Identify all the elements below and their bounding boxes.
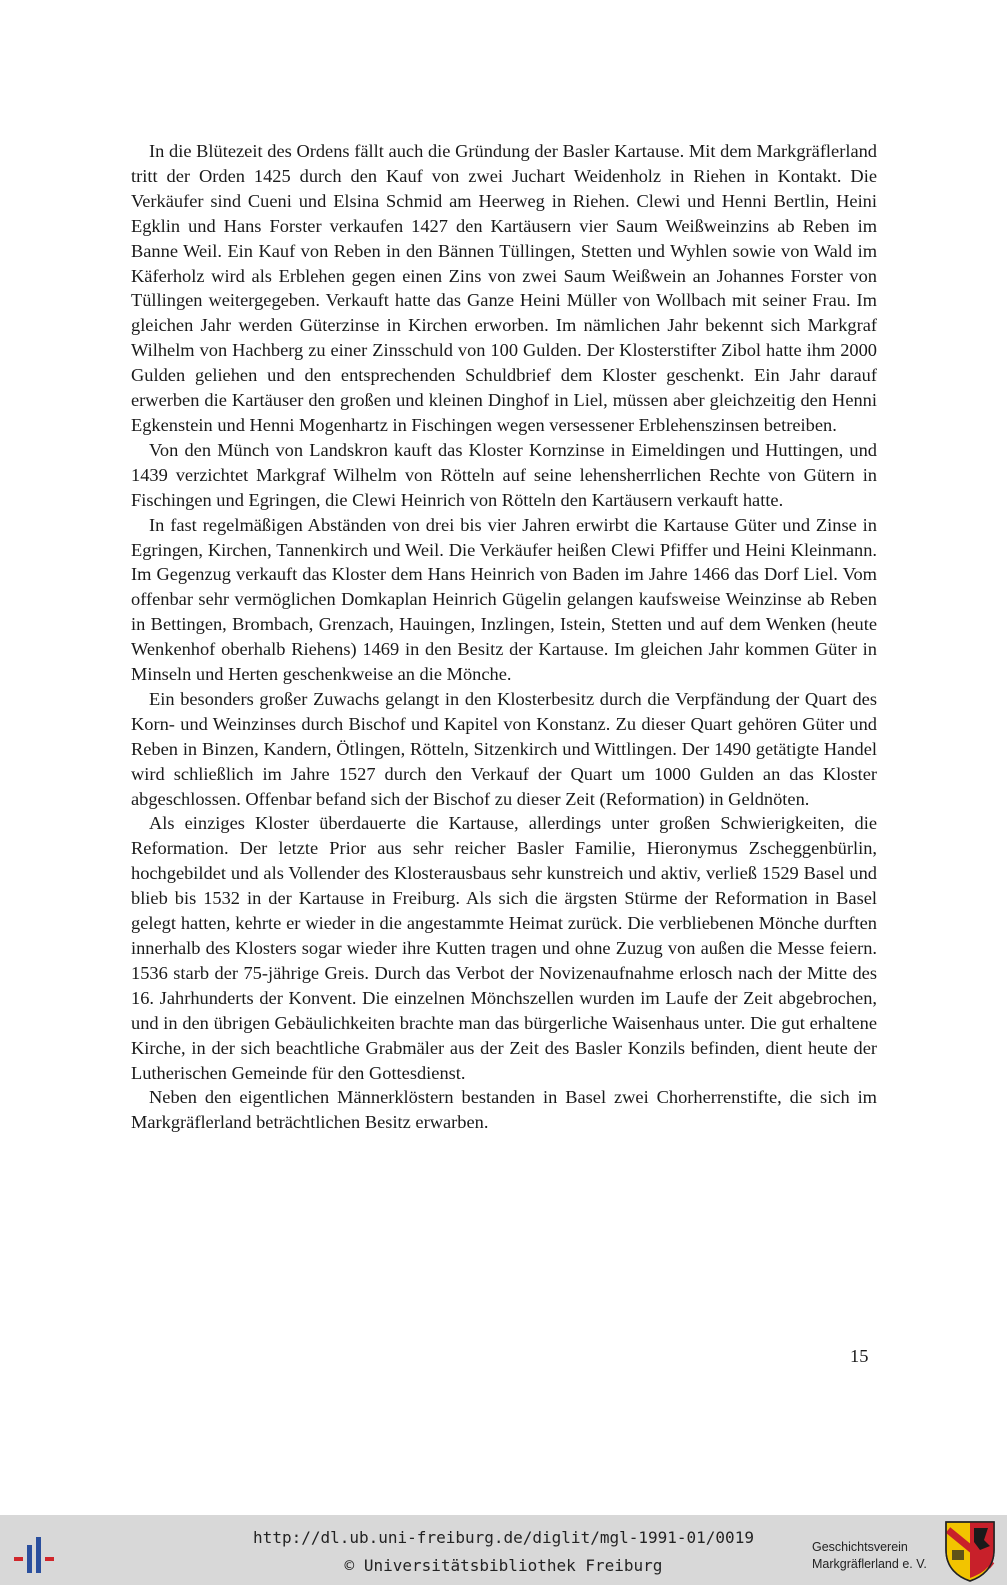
paragraph-2: Von den Münch von Landskron kauft das Kloster Kornzinse in Eimeldingen und Huttingen, und 1439 verzichtet Markgraf Wilhelm von Rötteln auf seine lehensherrlichen Rechte von Gütern in Fischingen und Egringen, die Clewi Heinrich von Rötteln den Kartäusern verkauft hatte. — [131, 439, 877, 510]
footer-bar — [0, 1515, 1007, 1585]
society-name-line1: Geschichtsverein — [812, 1540, 908, 1554]
footer-copyright: © Universitätsbibliothek Freiburg — [344, 1556, 663, 1575]
footer-url-link[interactable]: http://dl.ub.uni-freiburg.de/diglit/mgl-1991-01/0019 — [253, 1528, 754, 1547]
society-name-line2: Markgräflerland e. V. — [812, 1557, 927, 1571]
coat-of-arms-icon — [944, 1520, 996, 1582]
society-name — [812, 1539, 927, 1573]
paragraph-1: In die Blütezeit des Ordens fällt auch die Gründung der Basler Kartause. Mit dem Markgräflerland tritt der Orden 1425 durch den Kauf von zwei Juchart Weidenholz in Riehen in Kontakt. Die Verkäufer sind Cueni und Elsina Schmid am Heerweg in Riehen. Clewi und Henni Bertlin, Heini Egklin und Hans Forster verkaufen 1427 den Kartäusern vier Saum Weißweinzins ab Reben im Banne Weil. Ein Kauf von Reben in den Bännen Tüllingen, Stetten und Wyhlen sowie von Wald im Käferholz wird als Erblehen gegen einen Zins von zwei Saum Weißwein an Johannes Forster von Tüllingen weitergegeben. Verkauft hatte das Ganze Heini Müller von Wollbach mit seiner Frau. Im gleichen Jahr werden Güterzinse in Kirchen erworben. Im nämlichen Jahr bekennt sich Markgraf Wilhelm von Hachberg zu einer Zinsschuld von 100 Gulden. Der Klosterstifter Zibol hatte ihm 2000 Gulden geliehen und den entsprechenden Schuldbrief dem Kloster geschenkt. Ein Jahr darauf erwerben die Kartäuser den großen und kleinen Dinghof in Liel, müssen aber gleichzeitig den Henni Egkenstein und Henni Mogenhartz in Fischingen wegen versessener Erblehenszinsen betreiben. — [131, 141, 877, 435]
paragraph-4: Ein besonders großer Zuwachs gelangt in den Klosterbesitz durch die Verpfändung der Quart des Korn- und Weinzinses durch Bischof und Kapitel von Konstanz. Zu dieser Quart gehören Güter und Reben in Binzen, Kandern, Ötlingen, Rötteln, Sitzenkirch und Wittlingen. Der 1490 getätigte Handel wird schließlich im Jahre 1527 durch den Verkauf der Quart um 1000 Gulden an das Kloster abgeschlossen. Offenbar befand sich der Bischof zu dieser Zeit (Reformation) in Geldnöten. — [131, 688, 877, 809]
paragraph-3: In fast regelmäßigen Abständen von drei bis vier Jahren erwirbt die Kartause Güter und Zinse in Egringen, Kirchen, Tannenkirch und Weil. Die Verkäufer heißen Clewi Pfiffer und Heini Kleinmann. Im Gegenzug verkauft das Kloster dem Hans Heinrich von Baden im Jahre 1466 das Dorf Liel. Vom offenbar sehr vermöglichen Domkaplan Heinrich Gügelin gelangen kaufsweise Weinzinse ab Reben in Bettingen, Brombach, Grenzach, Hauingen, Inzlingen, Istein, Stetten und auf dem Wenken (heute Wenkenhof oberhalb Riehens) 1469 in den Besitz der Kartause. Im gleichen Jahr kommen Güter in Minseln und Herten geschenkweise an die Mönche. — [131, 514, 877, 685]
paragraph-6: Neben den eigentlichen Männerklöstern bestanden in Basel zwei Chorherrenstifte, die sich im Markgräflerland beträchtlichen Besitz erwarben. — [131, 1087, 877, 1133]
page-body — [131, 139, 877, 1135]
page-number: 15 — [850, 1346, 869, 1366]
paragraph-5: Als einziges Kloster überdauerte die Kartause, allerdings unter großen Schwierigkeiten, die Reformation. Der letzte Prior aus sehr reicher Basler Familie, Hieronymus Zscheggenbürlin, hochgebildet und als Vollender des Klosterausbaus sehr kunstreich und aktiv, verließ 1529 Basel und blieb bis 1532 in der Kartause in Freiburg. Als sich die ärgsten Stürme der Reformation in Basel gelegt hatten, kehrte er wieder in die angestammte Heimat zurück. Die verbliebenen Mönche durften innerhalb des Klosters sogar wieder ihre Kutten tragen und ohne Zuzug von außen die Messe feiern. 1536 starb der 75-jährige Greis. Durch das Verbot der Novizenaufnahme erlosch nach der Mitte des 16. Jahrhunderts der Konvent. Die einzelnen Mönchszellen wurden im Laufe der Zeit abgebrochen, und in den übrigen Gebäulichkeiten brachte man das bürgerliche Waisenhaus unter. Die gut erhaltene Kirche, in der sich beachtliche Grabmäler aus der Zeit des Basler Konzils befinden, dient heute der Lutherischen Gemeinde für den Gottesdienst. — [131, 813, 877, 1083]
